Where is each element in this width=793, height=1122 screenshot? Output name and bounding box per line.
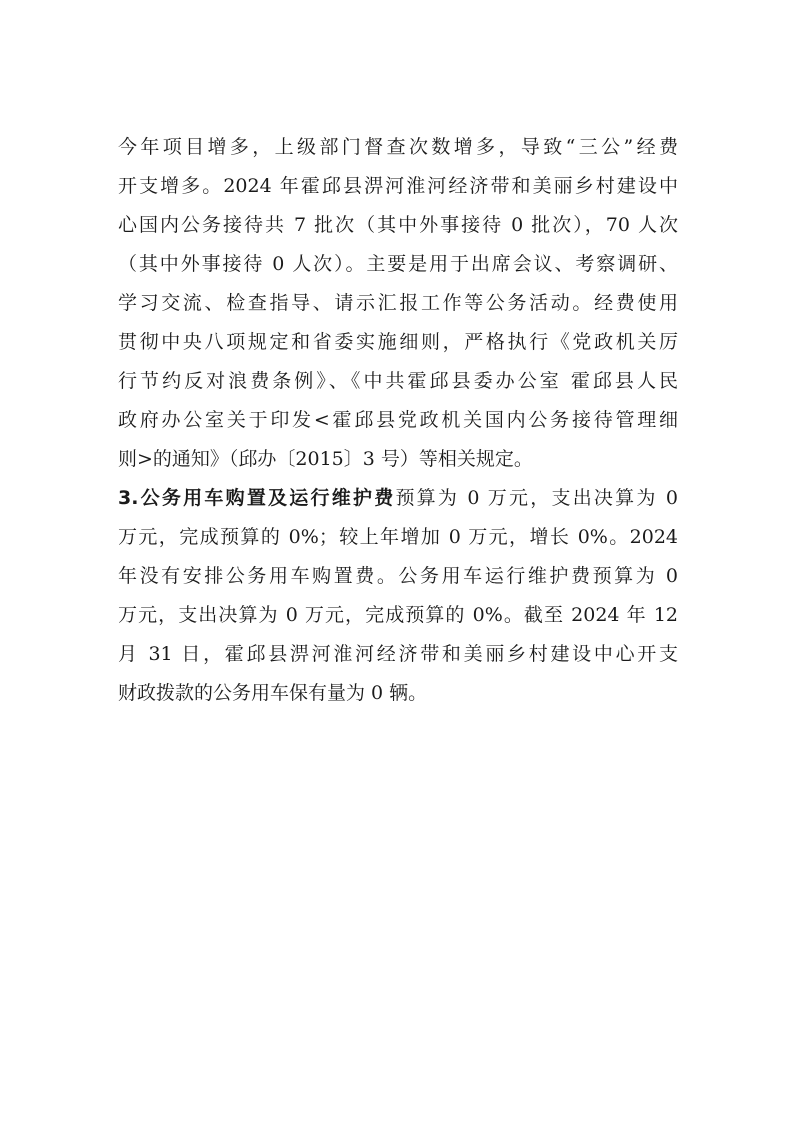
paragraph-line: 学习交流、检查指导、请示汇报工作等公务活动。经费使用 [118, 292, 678, 314]
paragraph-line: 今年项目增多，上级部门督查次数增多，导致“三公”经费 [118, 136, 678, 158]
paragraph-line: 贯彻中央八项规定和省委实施细则，严格执行《党政机关厉 [118, 331, 678, 353]
paragraph-line: 行节约反对浪费条例》、《中共霍邱县委办公室 霍邱县人民 [118, 370, 678, 392]
paragraph-line: 万元，支出决算为 0 万元，完成预算的 0%。截至 2024 年 12 [118, 604, 678, 626]
paragraph-line: 财政拨款的公务用车保有量为 0 辆。 [118, 682, 428, 704]
paragraph-line: 则>的通知》（邱办〔2015〕3 号）等相关规定。 [118, 448, 533, 470]
section-heading-line [118, 483, 678, 513]
paragraph-line: （其中外事接待 0 人次）。主要是用于出席会议、考察调研、 [118, 253, 678, 275]
paragraph-line: 政府办公室关于印发<霍邱县党政机关国内公务接待管理细 [118, 409, 678, 431]
paragraph-line: 开支增多。2024 年霍邱县淠河淮河经济带和美丽乡村建设中 [118, 175, 678, 197]
paragraph-line: 万元，完成预算的 0%；较上年增加 0 万元，增长 0%。2024 [118, 526, 678, 548]
section-heading-rest: 预算为 0 万元，支出决算为 0 [395, 487, 678, 509]
section-heading: 3.公务用车购置及运行维护费 [118, 487, 396, 509]
paragraph-line: 月 31 日，霍邱县淠河淮河经济带和美丽乡村建设中心开支 [118, 643, 678, 665]
paragraph-line: 心国内公务接待共 7 批次（其中外事接待 0 批次），70 人次 [118, 214, 678, 236]
paragraph-line: 年没有安排公务用车购置费。公务用车运行维护费预算为 0 [118, 565, 678, 587]
